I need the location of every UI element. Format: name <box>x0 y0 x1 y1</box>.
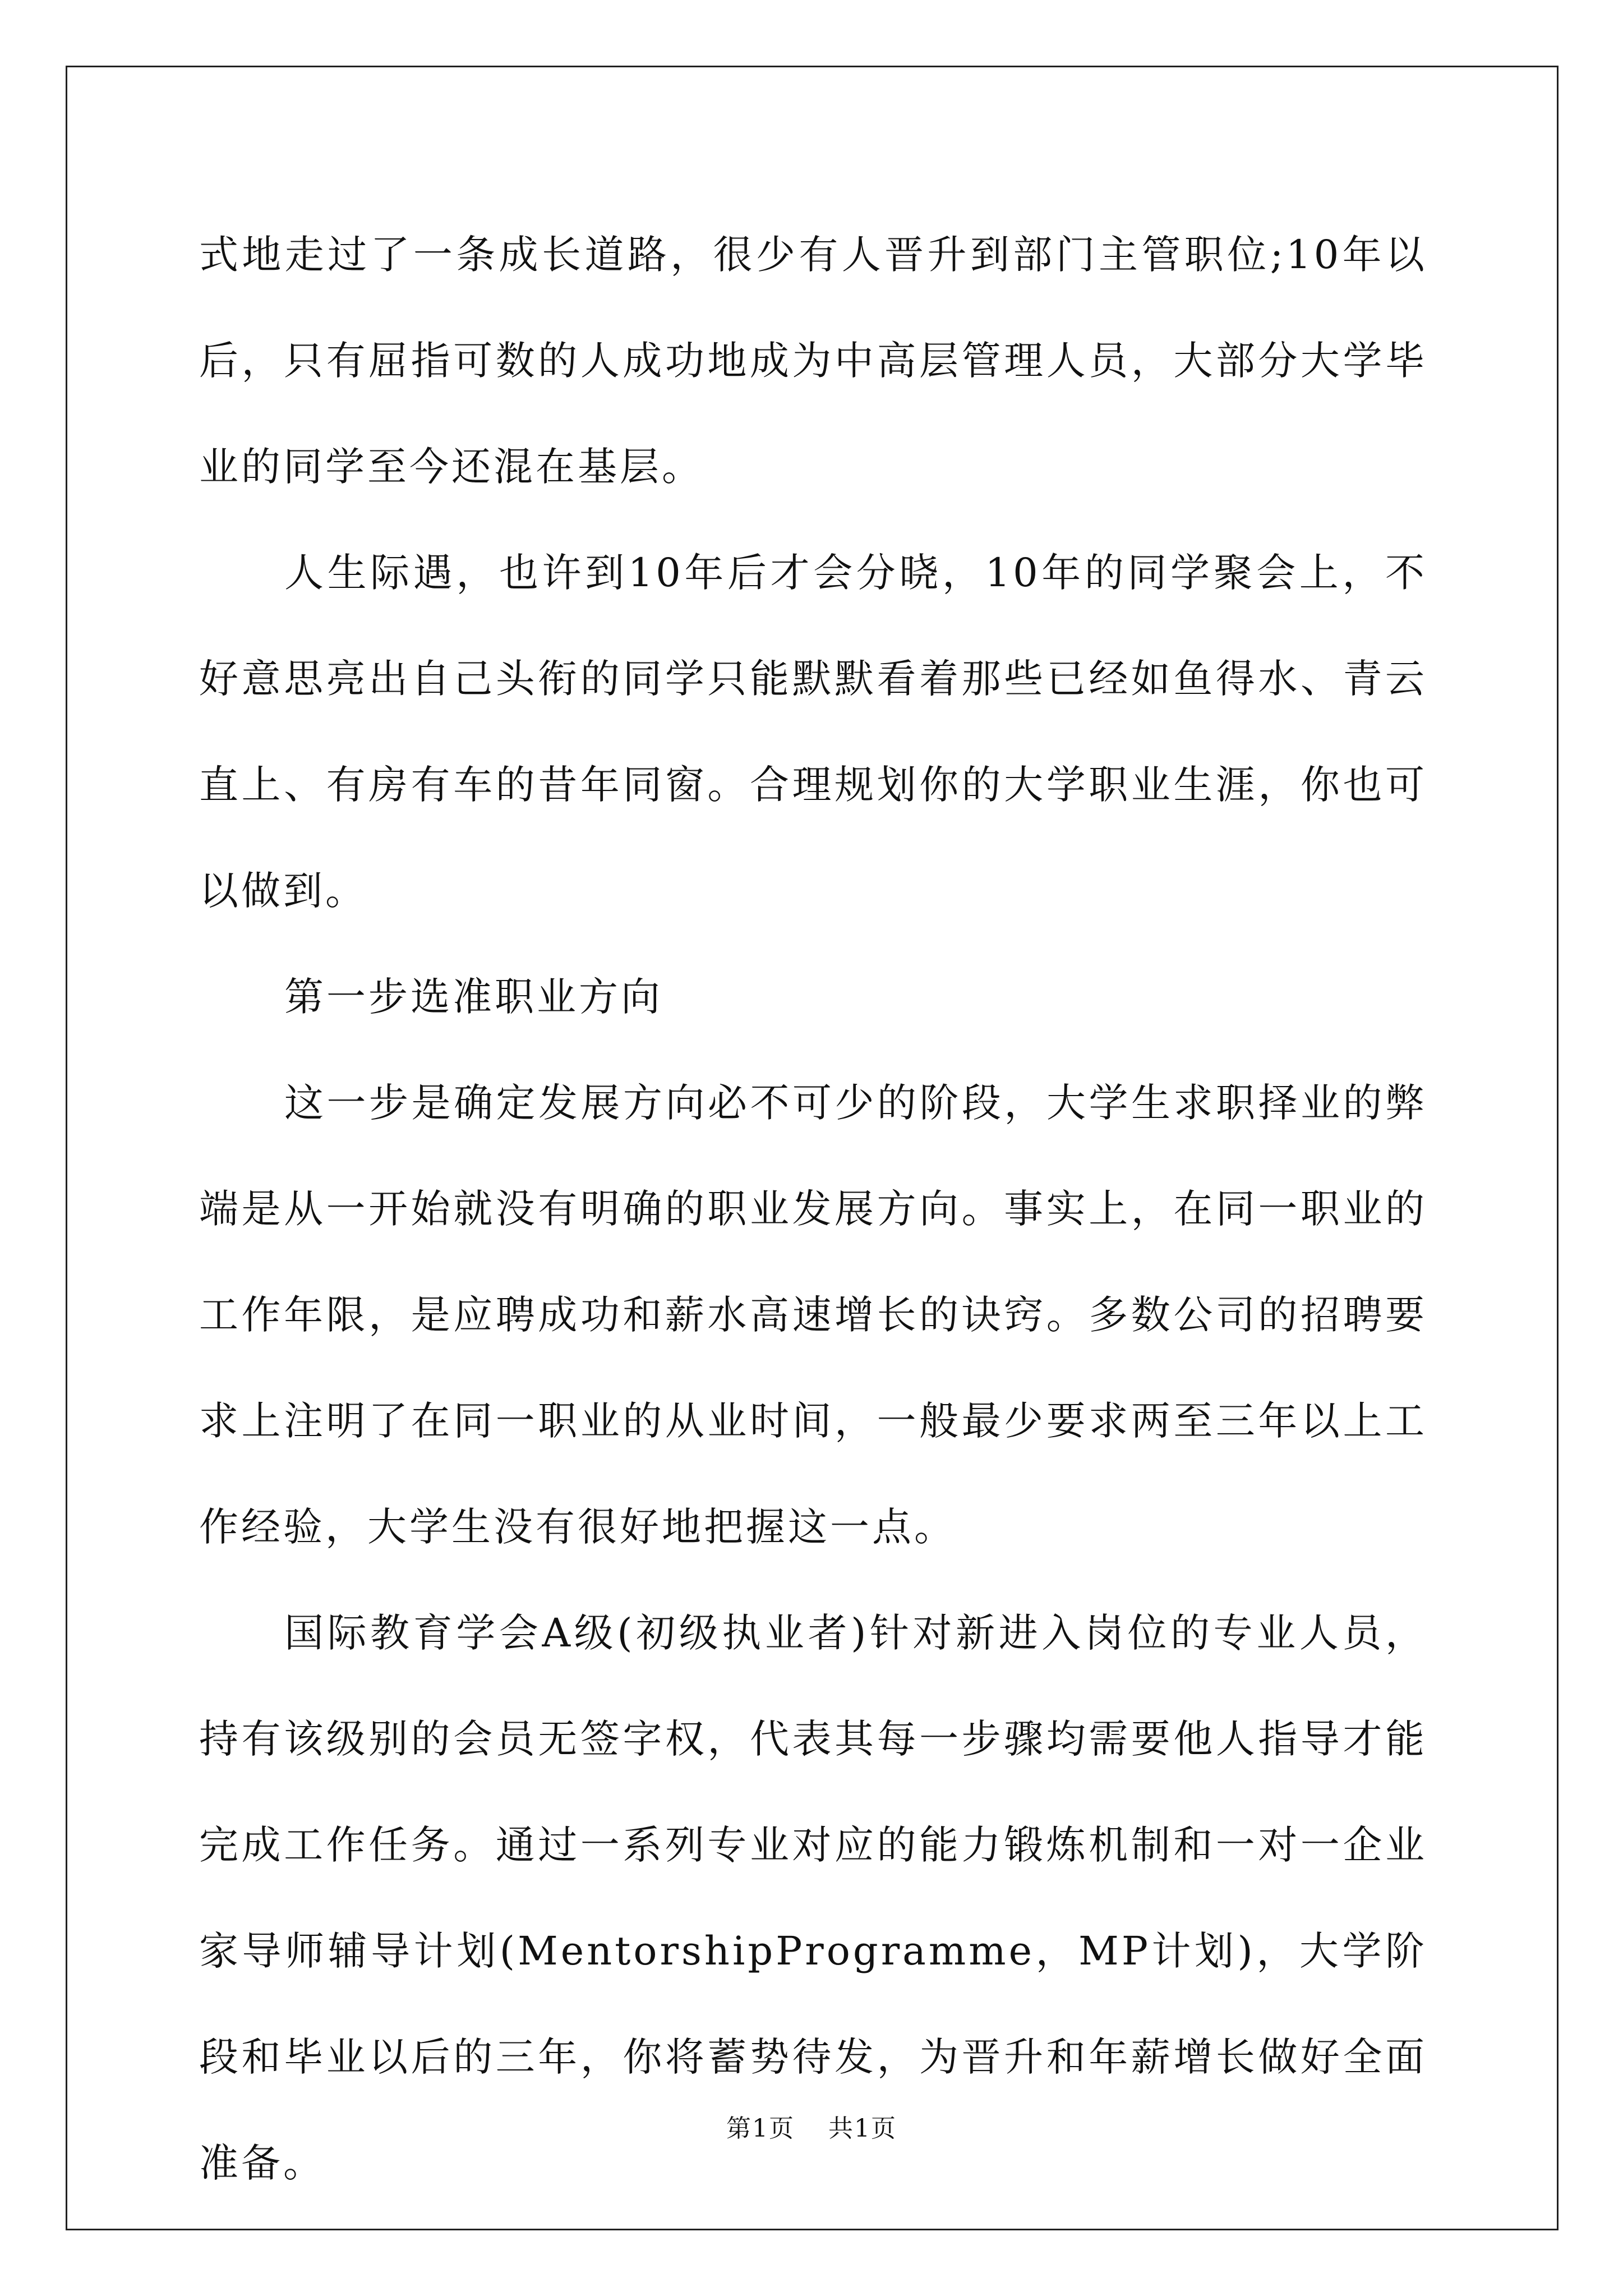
page-number-current: 第1页 <box>726 2114 795 2143</box>
paragraph-2: 人生际遇，也许到10年后才会分晓，10年的同学聚会上，不好意思亮出自己头衔的同学只能默默看着那些已经如鱼得水、青云直上、有房有车的昔年同窗。合理规划你的大学职业生涯，你也可以做到。 <box>199 550 1427 914</box>
document-body <box>199 202 1427 2216</box>
paragraph-1: 式地走过了一条成长道路，很少有人晋升到部门主管职位;10年以后，只有屈指可数的人成功地成为中高层管理人员，大部分大学毕业的同学至今还混在基层。 <box>199 232 1427 490</box>
paragraph-4: 国际教育学会A级(初级执业者)针对新进入岗位的专业人员，持有该级别的会员无签字权，代表其每一步骤均需要他人指导才能完成工作任务。通过一系列专业对应的能力锻炼机制和一对一企业家导师辅导计划(MentorshipProgramme，MP计划)，大学阶段和毕业以后的三年，你将蓄势待发，为晋升和年薪增长做好全面准备。 <box>199 1610 1427 2186</box>
page-number-total: 共1页 <box>828 2114 897 2143</box>
section-heading: 第一步选准职业方向 <box>284 974 663 1020</box>
paragraph-3: 这一步是确定发展方向必不可少的阶段，大学生求职择业的弊端是从一开始就没有明确的职业发展方向。事实上，在同一职业的工作年限，是应聘成功和薪水高速增长的诀窍。多数公司的招聘要求上注明了在同一职业的从业时间，一般最少要求两至三年以上工作经验，大学生没有很好地把握这一点。 <box>199 1080 1427 1550</box>
page-footer <box>0 2112 1623 2146</box>
